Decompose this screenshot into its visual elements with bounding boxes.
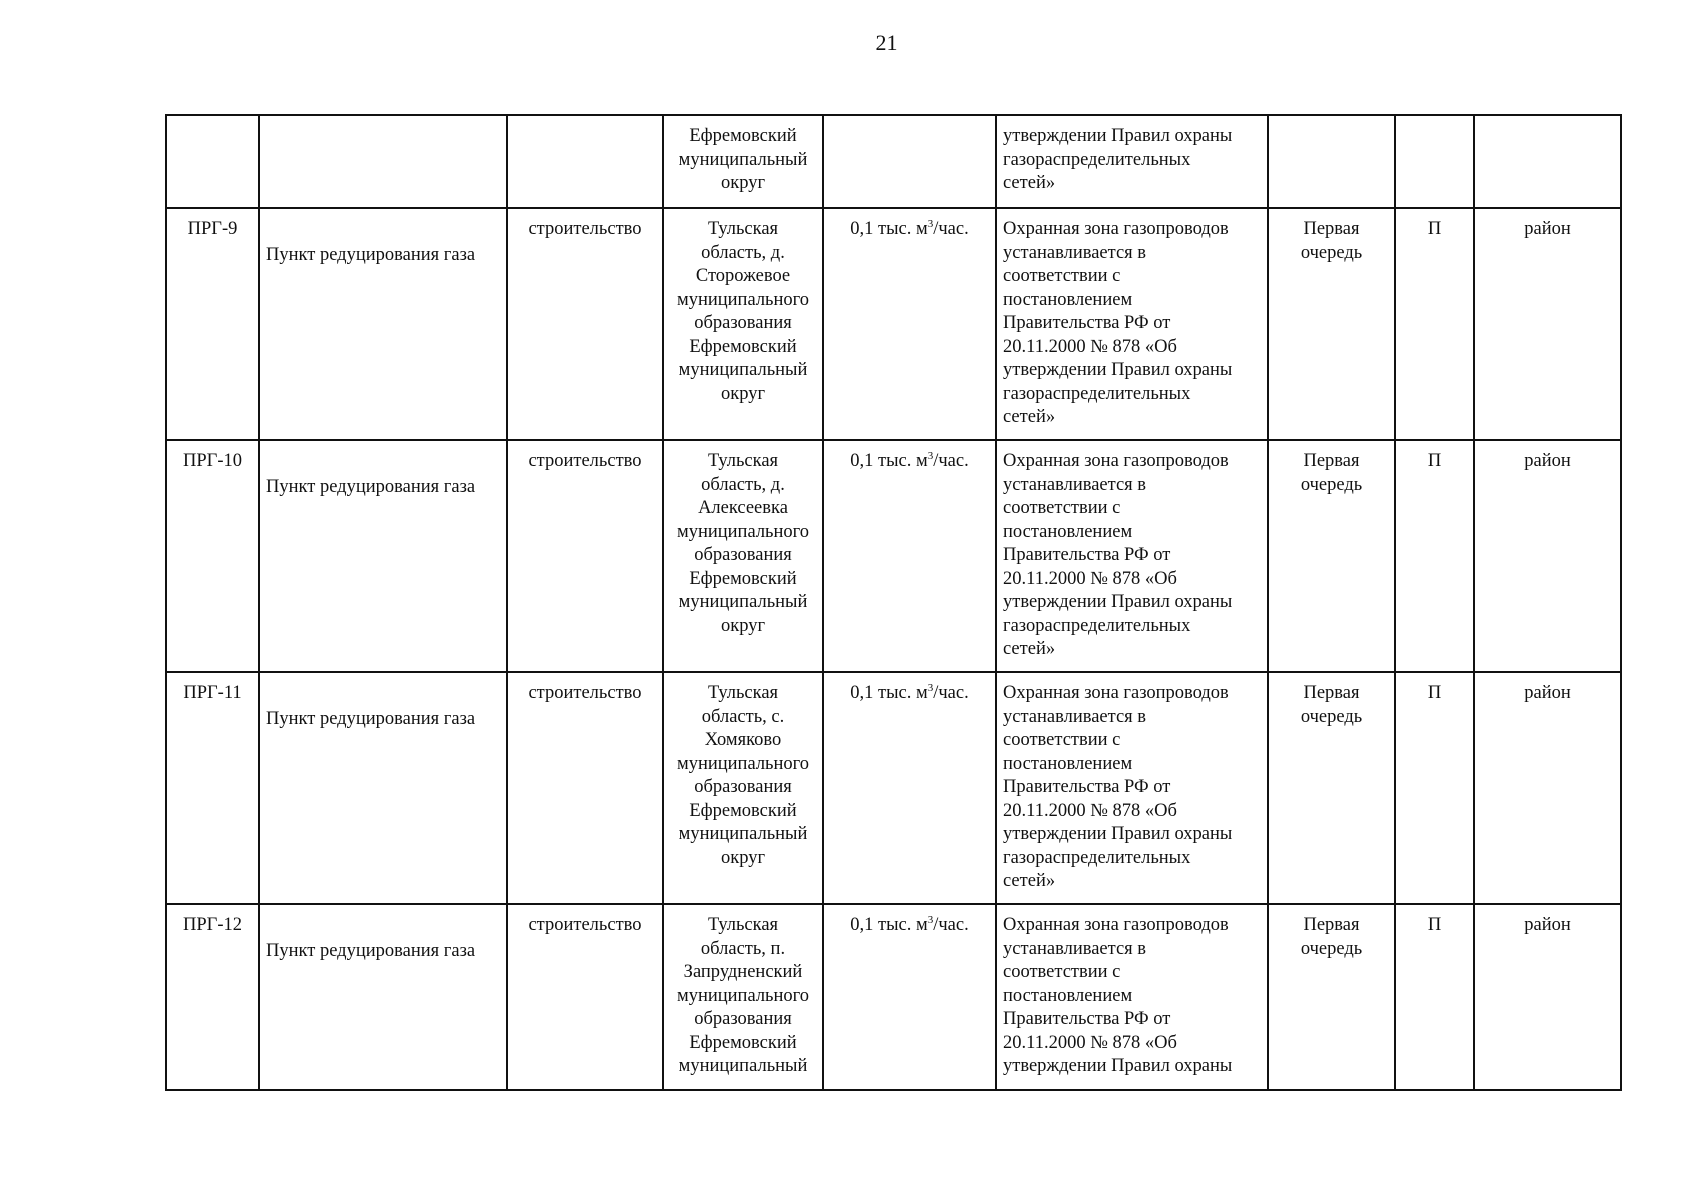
capacity-unit: /час.	[933, 219, 969, 239]
stage-cell: Первая очередь	[1268, 208, 1395, 440]
type-cell	[507, 115, 663, 208]
name-cell: Пункт редуцирования газа	[259, 904, 507, 1090]
name-cell: Пункт редуцирования газа	[259, 440, 507, 672]
location-cell: Тульская область, п. Запрудненский муниципального образования Ефремовский муниципальный	[663, 904, 823, 1090]
stage-cell: Первая очередь	[1268, 904, 1395, 1090]
capacity-value: 0,1 тыс. м	[850, 915, 928, 935]
level-cell: район	[1474, 672, 1621, 904]
stage-cell	[1268, 115, 1395, 208]
zone-cell: Охранная зона газопроводов устанавливается в соответствии с постановлением Правительства РФ от 20.11.2000 № 878 «Об утверждении Правил охраны	[996, 904, 1268, 1090]
stage-cell: Первая очередь	[1268, 440, 1395, 672]
level-cell: район	[1474, 440, 1621, 672]
capacity-unit: /час.	[933, 451, 969, 471]
capacity-cell	[823, 208, 996, 440]
code-cell: ПРГ-10	[166, 440, 259, 672]
status-cell: П	[1395, 672, 1474, 904]
status-cell: П	[1395, 440, 1474, 672]
name-cell: Пункт редуцирования газа	[259, 208, 507, 440]
table-row	[166, 672, 1621, 904]
status-cell: П	[1395, 904, 1474, 1090]
status-cell	[1395, 115, 1474, 208]
capacity-unit: /час.	[933, 683, 969, 703]
level-cell	[1474, 115, 1621, 208]
capacity-cell	[823, 115, 996, 208]
zone-cell: Охранная зона газопроводов устанавливается в соответствии с постановлением Правительства РФ от 20.11.2000 № 878 «Об утверждении Правил охраны газораспределительных сетей»	[996, 208, 1268, 440]
name-cell	[259, 115, 507, 208]
location-cell: Тульская область, д. Сторожевое муниципального образования Ефремовский муниципальный округ	[663, 208, 823, 440]
level-cell: район	[1474, 904, 1621, 1090]
name-cell: Пункт редуцирования газа	[259, 672, 507, 904]
page-number: 21	[875, 30, 898, 55]
type-cell: строительство	[507, 208, 663, 440]
capacity-cell	[823, 672, 996, 904]
capacity-exponent: 3	[927, 217, 934, 230]
code-cell: ПРГ-11	[166, 672, 259, 904]
type-cell: строительство	[507, 904, 663, 1090]
capacity-cell	[823, 904, 996, 1090]
capacity-value: 0,1 тыс. м	[850, 683, 928, 703]
zone-cell: Охранная зона газопроводов устанавливается в соответствии с постановлением Правительства РФ от 20.11.2000 № 878 «Об утверждении Правил охраны газораспределительных сетей»	[996, 672, 1268, 904]
table-row	[166, 440, 1621, 672]
capacity-exponent: 3	[927, 449, 934, 462]
capacity-exponent: 3	[927, 681, 934, 694]
location-cell: Тульская область, д. Алексеевка муниципального образования Ефремовский муниципальный округ	[663, 440, 823, 672]
location-cell: Тульская область, с. Хомяково муниципального образования Ефремовский муниципальный округ	[663, 672, 823, 904]
code-cell: ПРГ-9	[166, 208, 259, 440]
level-cell: район	[1474, 208, 1621, 440]
capacity-cell	[823, 440, 996, 672]
zone-cell: Охранная зона газопроводов устанавливается в соответствии с постановлением Правительства РФ от 20.11.2000 № 878 «Об утверждении Правил охраны газораспределительных сетей»	[996, 440, 1268, 672]
objects-table	[165, 114, 1622, 1091]
capacity-exponent: 3	[927, 913, 934, 926]
status-cell: П	[1395, 208, 1474, 440]
table-row	[166, 904, 1621, 1090]
type-cell: строительство	[507, 672, 663, 904]
location-cell: Ефремовский муниципальный округ	[663, 115, 823, 208]
type-cell: строительство	[507, 440, 663, 672]
code-cell	[166, 115, 259, 208]
table-row	[166, 115, 1621, 208]
capacity-unit: /час.	[933, 915, 969, 935]
code-cell: ПРГ-12	[166, 904, 259, 1090]
capacity-value: 0,1 тыс. м	[850, 219, 928, 239]
zone-cell: утверждении Правил охраны газораспределительных сетей»	[996, 115, 1268, 208]
capacity-value: 0,1 тыс. м	[850, 451, 928, 471]
stage-cell: Первая очередь	[1268, 672, 1395, 904]
table-row	[166, 208, 1621, 440]
